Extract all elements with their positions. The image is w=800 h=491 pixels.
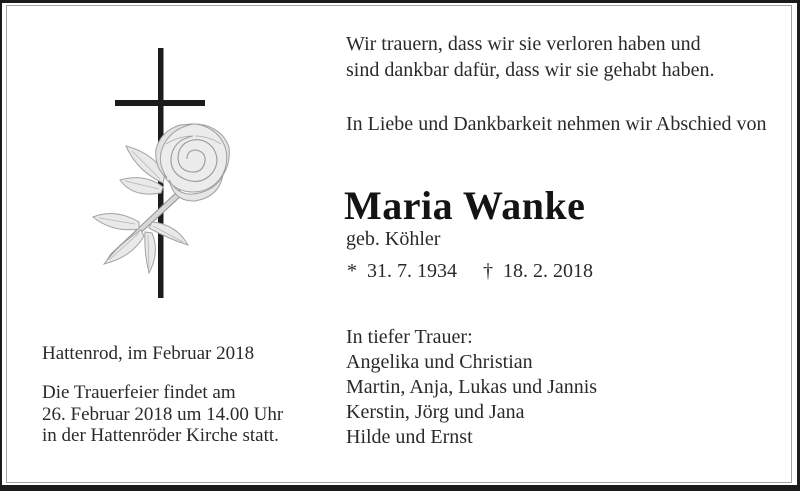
- mourner-line: Kerstin, Jörg und Jana: [346, 401, 525, 423]
- epigraph: [346, 31, 715, 83]
- epigraph-line-2: sind dankbar dafür, dass wir sie gehabt haben.: [346, 59, 715, 81]
- mourner-line: Hilde und Ernst: [346, 426, 473, 448]
- mourners-heading: In tiefer Trauer:: [346, 326, 473, 348]
- mourners-block: [346, 325, 597, 450]
- place-date-line: Hattenrod, im Februar 2018: [42, 343, 255, 364]
- epigraph-line-1: Wir trauern, dass wir sie verloren haben und: [346, 33, 701, 55]
- life-dates: [347, 260, 593, 283]
- mourner-line: Martin, Anja, Lukas und Jannis: [346, 376, 598, 398]
- cross-rose-icon: [75, 40, 255, 300]
- death-symbol: †: [483, 260, 493, 282]
- birth-symbol: *: [347, 260, 357, 282]
- service-line-3: in der Hattenröder Kirche statt.: [42, 425, 279, 446]
- service-line-2: 26. Februar 2018 um 14.00 Uhr: [42, 403, 284, 425]
- service-info: [42, 382, 283, 447]
- intro-line: In Liebe und Dankbarkeit nehmen wir Abschied von: [346, 113, 767, 135]
- service-line-1: Die Trauerfeier findet am: [42, 382, 236, 403]
- deceased-name: Maria Wanke: [344, 183, 586, 228]
- death-date: 18. 2. 2018: [503, 260, 593, 282]
- birth-date: 31. 7. 1934: [367, 260, 457, 282]
- maiden-name: geb. Köhler: [346, 228, 441, 250]
- mourner-line: Angelika und Christian: [346, 351, 533, 373]
